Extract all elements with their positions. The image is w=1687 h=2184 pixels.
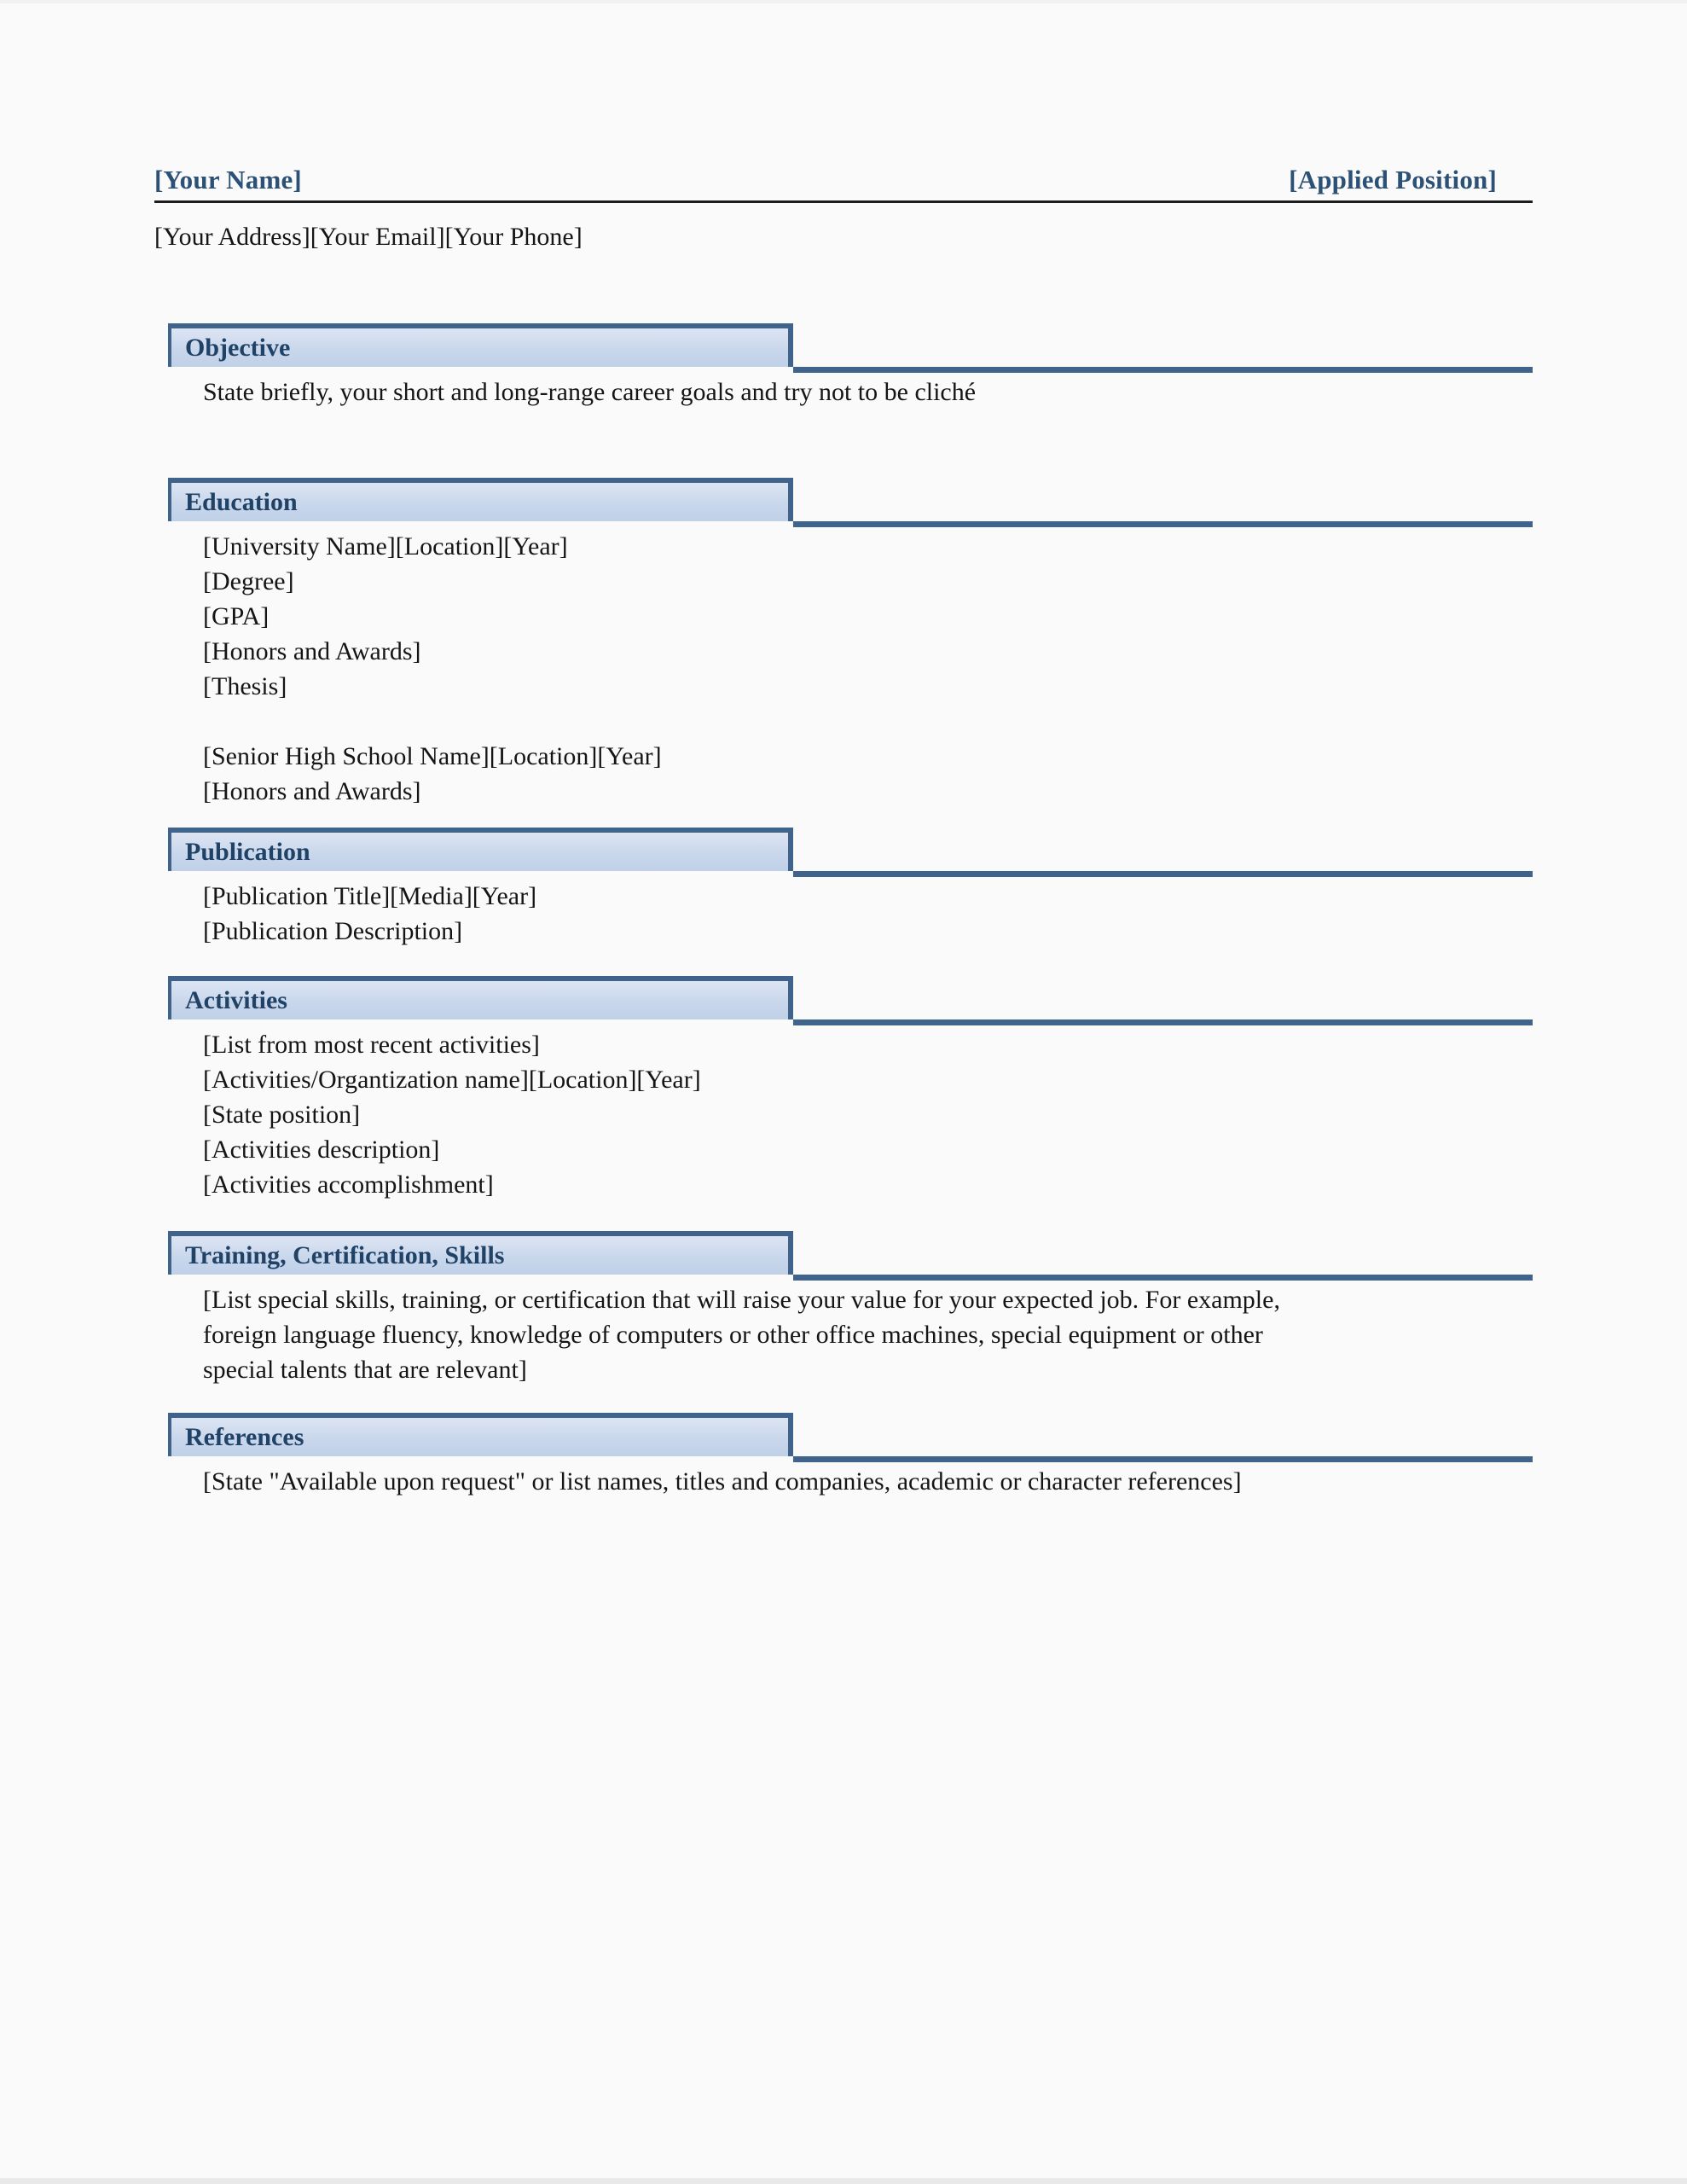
header bbox=[154, 164, 1533, 196]
applied-position: [Applied Position] bbox=[1289, 165, 1497, 195]
section-title: Publication bbox=[185, 837, 310, 866]
person-name: [Your Name] bbox=[154, 165, 302, 195]
section-training-certification-skills bbox=[154, 1231, 1533, 1387]
section-heading bbox=[168, 828, 1533, 871]
section-body bbox=[203, 375, 1533, 410]
section-heading-tab bbox=[168, 828, 793, 871]
section-body bbox=[203, 1464, 1533, 1499]
section-heading-tab bbox=[168, 1231, 793, 1275]
body-line: [Activities accomplishment] bbox=[203, 1170, 494, 1199]
body-line: [Thesis] bbox=[203, 672, 287, 700]
section-body bbox=[203, 1282, 1533, 1387]
section-title: Activities bbox=[185, 985, 287, 1014]
body-line: [Publication Description] bbox=[203, 917, 463, 945]
section-heading-tab bbox=[168, 478, 793, 521]
header-rule bbox=[154, 200, 1533, 203]
section-title: Training, Certification, Skills bbox=[185, 1240, 505, 1269]
section-activities bbox=[154, 976, 1533, 1202]
body-line: [Honors and Awards] bbox=[203, 637, 421, 665]
section-body bbox=[203, 879, 1533, 949]
body-line: State briefly, your short and long-range career goals and try not to be cliché bbox=[203, 378, 977, 406]
body-line bbox=[203, 704, 1533, 739]
body-line: [Honors and Awards] bbox=[203, 777, 421, 805]
section-heading-tab bbox=[168, 323, 793, 367]
section-heading-tab bbox=[168, 976, 793, 1019]
body-line: [GPA] bbox=[203, 602, 270, 630]
body-line: [Senior High School Name][Location][Year] bbox=[203, 742, 662, 770]
section-objective bbox=[154, 323, 1533, 410]
section-heading bbox=[168, 1231, 1533, 1275]
body-line: [Degree] bbox=[203, 567, 294, 595]
contact-line: [Your Address][Your Email][Your Phone] bbox=[154, 223, 583, 251]
body-line: [State "Available upon request" or list names, titles and companies, academic or character references] bbox=[203, 1467, 1242, 1496]
section-heading-tab bbox=[168, 1413, 793, 1456]
body-line: special talents that are relevant] bbox=[203, 1356, 527, 1384]
section-title: Education bbox=[185, 487, 298, 516]
section-heading bbox=[168, 976, 1533, 1019]
section-publication bbox=[154, 828, 1533, 949]
section-body bbox=[203, 1027, 1533, 1202]
body-line: [University Name][Location][Year] bbox=[203, 532, 568, 561]
body-line: [Activities description] bbox=[203, 1136, 440, 1164]
section-title: Objective bbox=[185, 333, 291, 362]
section-references bbox=[154, 1413, 1533, 1499]
body-line: [Publication Title][Media][Year] bbox=[203, 882, 537, 910]
section-heading bbox=[168, 323, 1533, 367]
body-line: [State position] bbox=[203, 1101, 361, 1129]
body-line: [List special skills, training, or certification that will raise your value for your expected job. For example, bbox=[203, 1286, 1280, 1314]
section-title: References bbox=[185, 1422, 304, 1451]
body-line: foreign language fluency, knowledge of computers or other office machines, special equipment or other bbox=[203, 1321, 1263, 1349]
section-body bbox=[203, 529, 1533, 809]
section-education bbox=[154, 478, 1533, 809]
section-heading bbox=[168, 478, 1533, 521]
body-line: [List from most recent activities] bbox=[203, 1031, 540, 1059]
section-heading bbox=[168, 1413, 1533, 1456]
body-line: [Activities/Organtization name][Location][Year] bbox=[203, 1066, 701, 1094]
